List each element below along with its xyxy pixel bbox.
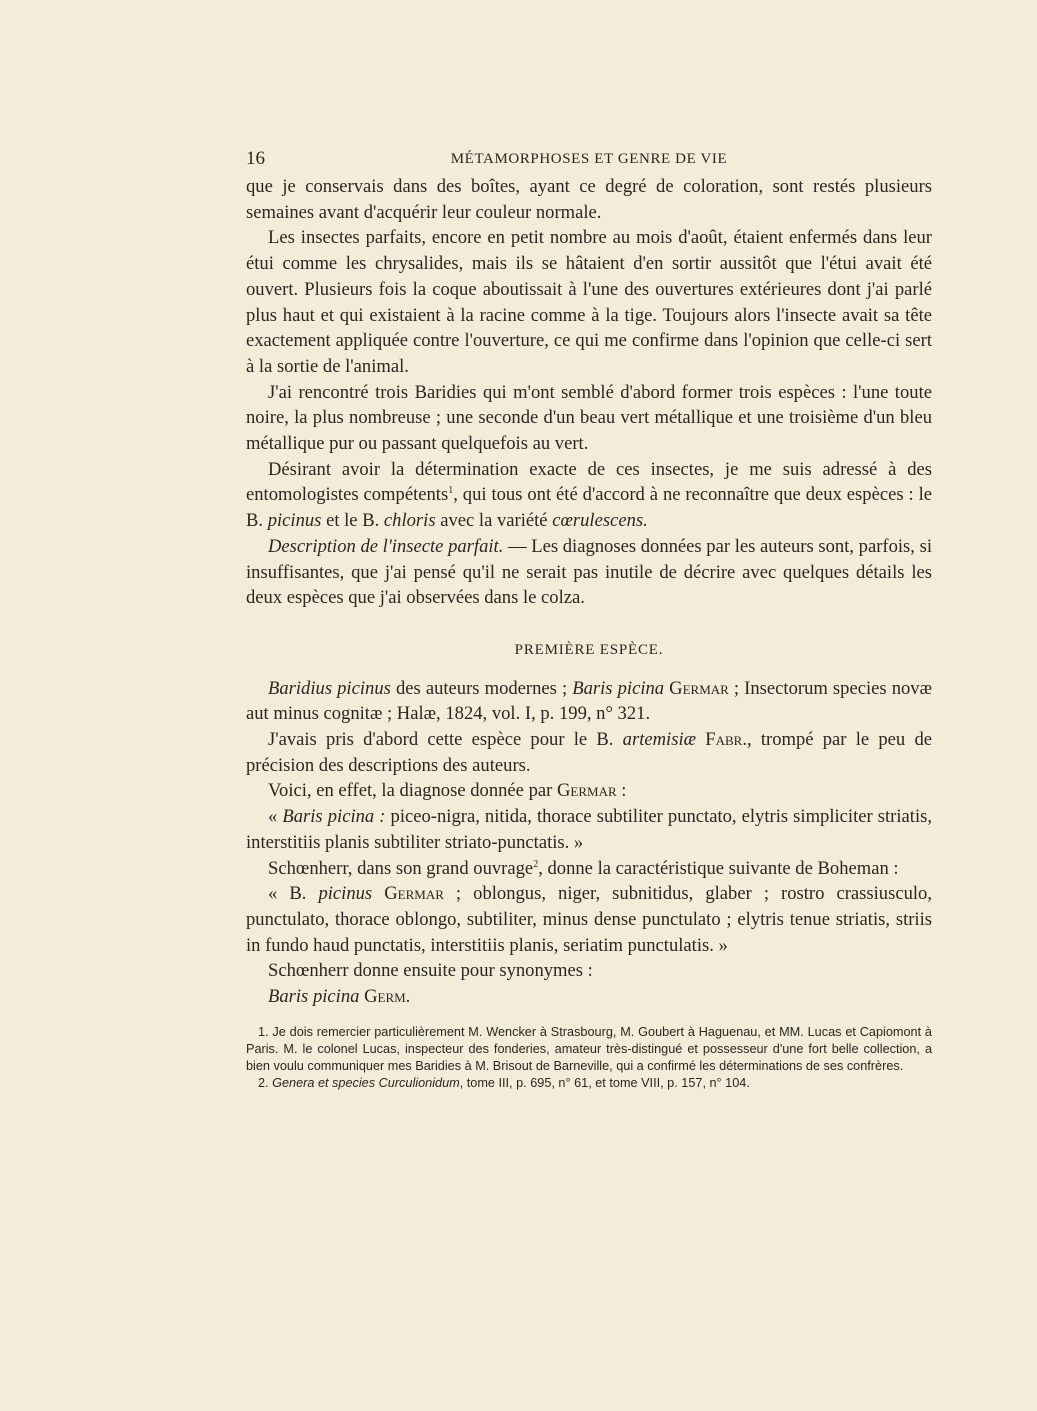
footnote: 2. Genera et species Curculionidum, tome III, p. 695, n° 61, et tome VIII, p. 157, n° 104. <box>258 1076 750 1091</box>
paragraph: « B. picinus Germar ; oblongus, niger, subnitidus, glaber ; rostro crassiusculo, punctulato, thorace oblongo, subtiliter, minus dense punctulato ; elytris tenue striatis, striis in fundo haud punctatis, interstitiis planis, seriatim punctulatis. » <box>246 883 932 956</box>
paragraph: J'ai rencontré trois Baridies qui m'ont semblé d'abord former trois espèces : l'une toute noire, la plus nombreuse ; une seconde d'un beau vert métallique et une troisième d'un bleu métallique pur ou passant quelquefois au vert. <box>246 381 932 455</box>
page <box>246 148 932 1093</box>
paragraph: Description de l'insecte parfait. — Les diagnoses données par les auteurs sont, parfois, si insuffisantes, que j'ai pensé qu'il ne serait pas inutile de décrire avec quelques détails les deux espèces que j'ai observées dans le colza. <box>246 535 932 609</box>
footnote-ref: 2 <box>533 858 539 870</box>
main-text <box>246 174 932 1010</box>
footnote-ref: 1 <box>448 485 454 497</box>
paragraph: J'avais pris d'abord cette espèce pour le B. artemisiæ Fabr., trompé par le peu de précision des descriptions des auteurs. <box>246 729 932 776</box>
paragraph: Schœnherr donne ensuite pour synonymes : <box>268 960 593 982</box>
running-title: MÉTAMORPHOSES ET GENRE DE VIE <box>450 151 728 167</box>
paragraph: Baridius picinus des auteurs modernes ; Baris picina Germar ; Insectorum species novæ aut minus cognitæ ; Halæ, 1824, vol. I, p. 199, n° 321. <box>246 677 932 725</box>
paragraph: Les insectes parfaits, encore en petit nombre au mois d'août, étaient enfermés dans leur étui comme les chrysalides, mais ils se hâtaient d'en sortir aussitôt que l'étui avait été ouvert. Plusieurs fois la coque aboutissait à l'une des ouvertures extérieures dont j'ai parlé plus haut et qui existaient à la racine comme à la tige. Toujours alors l'insecte avait sa tête exactement appliquée contre l'ouverture, ce qui me confirme dans l'opinion que celle-ci sert à la sortie de l'animal. <box>246 227 932 377</box>
paragraph: Voici, en effet, la diagnose donnée par Germar : <box>268 780 627 802</box>
paragraph: que je conservais dans des boîtes, ayant ce degré de coloration, sont restés plusieurs semaines avant d'acquérir leur couleur normale. <box>246 176 932 223</box>
paragraph: « Baris picina : piceo-nigra, nitida, thorace subtiliter punctato, elytris simpliciter striatis, interstitiis planis subtiliter striato-punctatis. » <box>246 806 932 853</box>
footnote: 1. Je dois remercier particulièrement M. Wencker à Strasbourg, M. Goubert à Haguenau, et MM. Lucas et Capiomont à Paris. M. le colonel Lucas, inspecteur des fonderies, amateur très-distingué et possesseur d'une fort belle collection, a bien voulu communiquer mes Baridies à M. Brisout de Barneville, qui a confirmé les déterminations de ses confrères. <box>246 1024 932 1074</box>
section-heading: PREMIÈRE ESPÈCE. <box>514 641 664 658</box>
footnotes <box>246 1024 932 1093</box>
running-header <box>246 148 932 170</box>
paragraph: Désirant avoir la détermination exacte de ces insectes, je me suis adressé à des entomologistes compétents$^1$, qui tous ont été d'accord à ne reconnaître que deux espèces : le B. picinus et le B. chloris avec la variété cœrulescens. <box>246 458 933 532</box>
paragraph: Baris picina Germ. <box>268 986 411 1008</box>
page-number: 16 <box>246 148 265 169</box>
paragraph: Schœnherr, dans son grand ouvrage$^2$, donne la caractéristique suivante de Boheman : <box>268 857 899 879</box>
